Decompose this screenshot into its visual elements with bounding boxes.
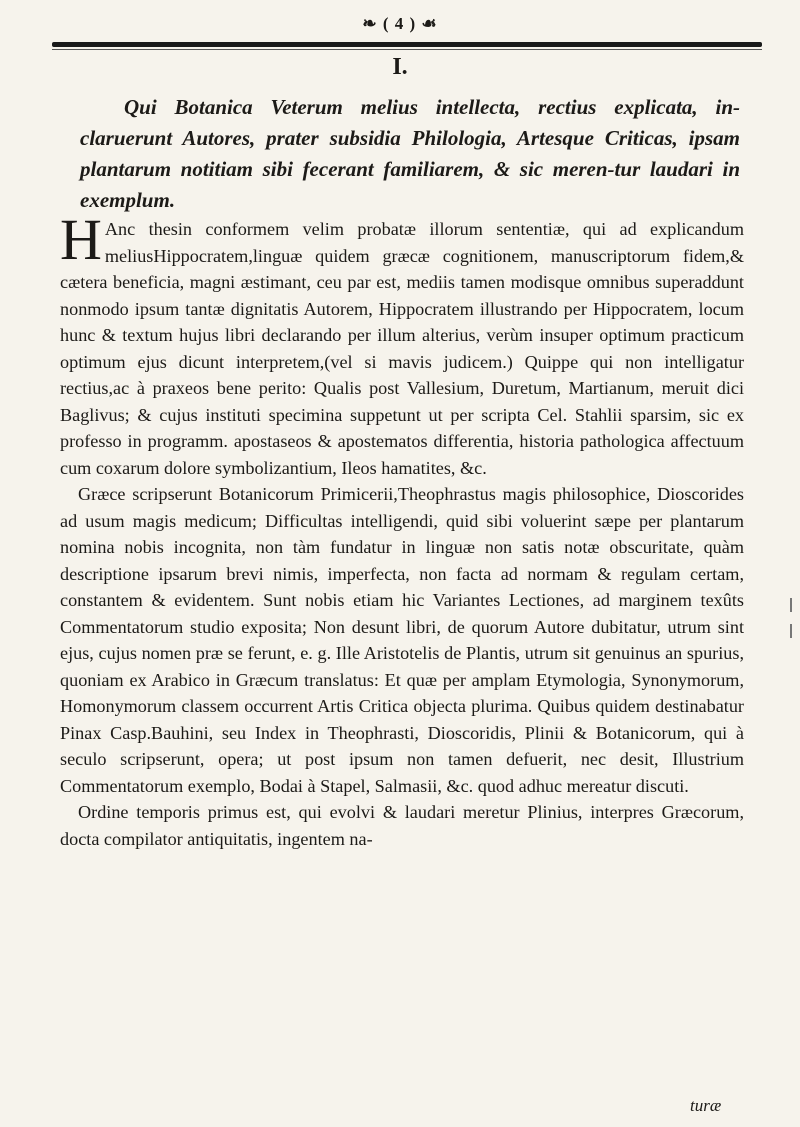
catchword: turæ [690,1096,722,1115]
body-text [60,207,744,852]
margin-bracket [790,598,792,612]
header-rule-thin [52,49,762,50]
page-number: ( 4 ) [382,14,417,33]
margin-bracket [790,624,792,638]
section-number: I. [392,54,408,80]
header-rule [52,42,762,47]
ornament-right-icon: ☙ [421,14,438,33]
paragraph-1-text: Anc thesin conformem velim probatæ illorum sententiæ, qui ad explicandum meliusHippocratem,linguæ quidem græcæ cognitionem, manuscriptorum fidem,& cætera beneficia, magni æstimant, ceu par est, mediis tamen modisque omnibus superaddunt nonmodo ipsum tantæ dignitatis Autorem, Hippocratem illustrando per Hippocratem, locum hunc & textum hujus libri declarando per illum alterius, verùm insuper optimum practicum optimum ejus dicunt interpretem,(vel si mavis judicem.) Quippe qui non intelligatur rectius,ac à praxeos bene perito: Qualis post Vallesium, Duretum, Martianum, meruit dici Baglivus; & cujus instituti specimina suppetunt ut per scripta Cel. Stahlii sparsim, sic ex professo in programm. apostaseos & apostematos differentia, historia pathologica affectuum cum coxarum dolore symbolizantium, Ileos hamatites, &c. [60,219,744,478]
paragraph-3: Ordine temporis primus est, qui evolvi & laudari meretur Plinius, interpres Græcorum, docta compilator antiquitatis, ingentem na- [60,802,744,849]
paragraph-2: Græce scripserunt Botanicorum Primicerii,Theophrastus magis philosophice, Dioscorides ad usum magis medicum; Difficultas intelligendi, quid sibi voluerint sæpe per plantarum nomina nobis incognita, non tàm fundatur in linguæ non satis notæ obscuritate, quàm descriptione ipsarum brevi nimis, imperfecta, non facta ad normam & regulam certam, constantem & evidentem. Sunt nobis etiam hic Variantes Lectiones, ad marginem texûts Commentatorum studio exposita; Non desunt libri, de quorum Autore dubitatur, utrum sint ejus, cujus nomen præ se ferunt, e. g. Ille Aristotelis de Plantis, utrum sit genuinus an spurius, quoniam ex Arabico in Græcum translatus: Et quæ per amplam Etymologia, Synonymorum, Homonymorum classem occurrent Artis Critica objecta plurima. Quibus quidem destinabatur Pinax Casp.Bauhini, seu Index in Theophrasti, Dioscoridis, Plinii & Botanicorum, qui à seculo scripserunt, opera; ut post ipsum non tamen defuerit, nec desit, Illustrium Commentatorum exemplo, Bodai à Stapel, Salmasii, &c. quod adhuc mereatur discuti. [60,484,744,796]
drop-capital: H [60,207,102,272]
ornament-left-icon: ❧ [362,14,378,33]
paragraph-1 [60,207,744,481]
section-heading: Qui Botanica Veterum melius intellecta, rectius explicata, in-claruerunt Autores, prater subsidia Philologia, Artesque Criticas, ipsam plantarum notitiam sibi fecerant familiarem, & sic meren-tur laudari in exemplum. [80,95,740,212]
page-header [0,14,800,34]
